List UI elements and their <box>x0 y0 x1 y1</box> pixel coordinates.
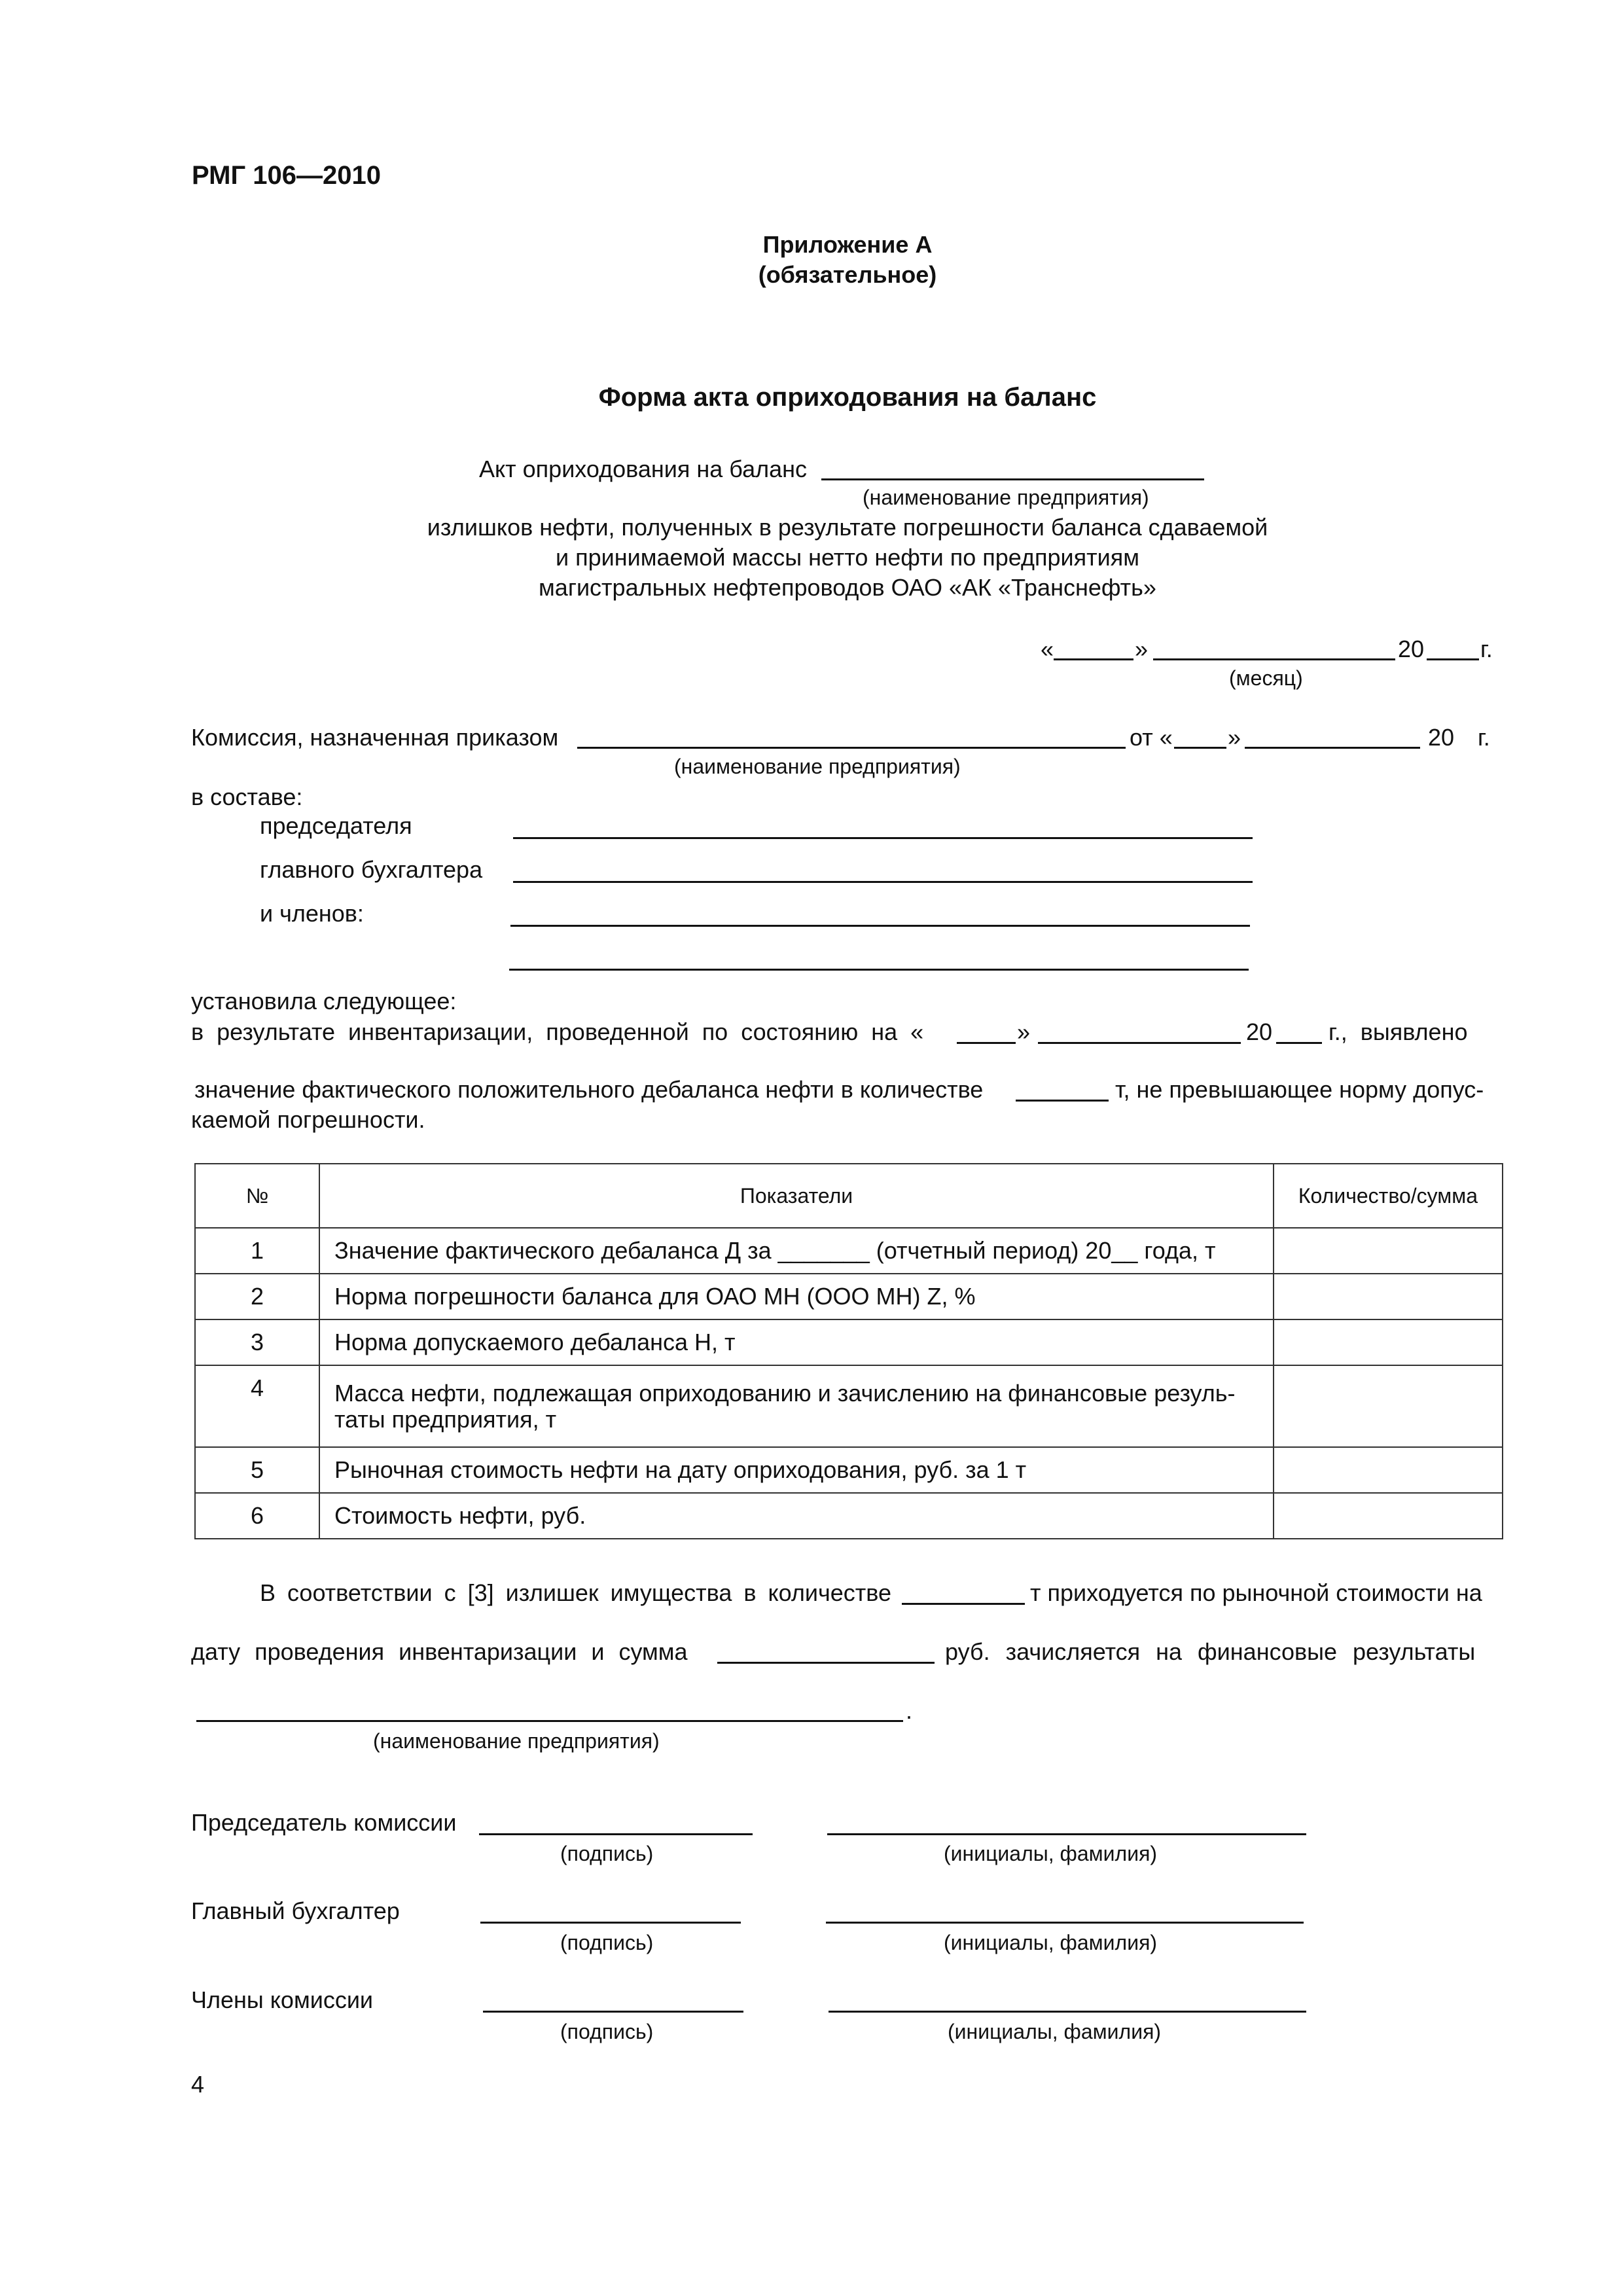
accountant-signature-field[interactable] <box>480 1922 741 1924</box>
row-quantity-cell[interactable] <box>1274 1274 1503 1319</box>
form-title: Форма акта оприходования на баланс <box>598 383 1097 412</box>
member-field-1[interactable] <box>510 925 1250 927</box>
surplus-quantity-field[interactable] <box>902 1603 1025 1605</box>
order-year-suffix: г. <box>1478 724 1490 751</box>
enterprise-name-line[interactable] <box>821 478 1204 480</box>
row-quantity-cell[interactable] <box>1274 1447 1503 1493</box>
members-signature-field[interactable] <box>483 2011 743 2013</box>
row-indicator: Норма допускаемого дебаланса Н, т <box>319 1319 1274 1365</box>
row-number: 5 <box>195 1447 319 1493</box>
act-line-3: и принимаемой массы нетто нефти по предприятиям <box>556 544 1139 571</box>
table-row <box>195 1447 1503 1493</box>
page-number: 4 <box>191 2071 205 2098</box>
row-quantity-cell[interactable] <box>1274 1228 1503 1274</box>
order-from-label: от « <box>1130 724 1173 751</box>
row-indicator: Норма погрешности баланса для ОАО МН (ООО МН) Z, % <box>319 1274 1274 1319</box>
value-text-c: каемой погрешности. <box>191 1106 425 1133</box>
inventory-day-field[interactable] <box>957 1042 1016 1044</box>
order-month-field[interactable] <box>1245 747 1420 749</box>
chairman-signature-caption: (подпись) <box>560 1842 654 1865</box>
order-year-prefix: 20 <box>1428 724 1455 751</box>
value-quantity-field[interactable] <box>1016 1100 1109 1102</box>
chairman-field[interactable] <box>513 837 1253 839</box>
table-header-row <box>195 1164 1503 1228</box>
act-title-label: Акт оприходования на баланс <box>479 456 808 482</box>
conclusion-text-2b: руб. зачисляется на финансовые результаты <box>945 1638 1476 1665</box>
result-enterprise-caption: (наименование предприятия) <box>373 1729 660 1753</box>
table-row <box>195 1319 1503 1365</box>
table-row <box>195 1365 1503 1447</box>
accountant-name-field[interactable] <box>826 1922 1304 1924</box>
order-enterprise-caption: (наименование предприятия) <box>674 755 961 778</box>
date-open-quote: « <box>1041 636 1054 662</box>
members-label: и членов: <box>260 900 364 927</box>
document-code: РМГ 106—2010 <box>192 161 381 190</box>
inventory-month-field[interactable] <box>1038 1042 1241 1044</box>
row-number: 2 <box>195 1274 319 1319</box>
inventory-year-field[interactable] <box>1276 1042 1322 1044</box>
date-month-field[interactable] <box>1153 658 1395 660</box>
act-line-2: излишков нефти, полученных в результате погрешности баланса сдаваемой <box>427 514 1268 541</box>
surplus-sum-field[interactable] <box>717 1662 935 1664</box>
chairman-name-field[interactable] <box>827 1833 1306 1835</box>
conclusion-text-1a: В соответствии с [3] излишек имущества в количестве <box>260 1579 891 1606</box>
order-close-quote: » <box>1228 724 1241 751</box>
row-indicator-line-1: Масса нефти, подлежащая оприходованию и зачислению на финансовые резуль- <box>334 1379 1236 1407</box>
row-number: 4 <box>195 1365 319 1447</box>
appendix-title: Приложение А <box>762 231 933 258</box>
table-row <box>195 1493 1503 1539</box>
members-name-caption: (инициалы, фамилия) <box>948 2020 1162 2043</box>
members-name-field[interactable] <box>829 2011 1306 2013</box>
chairman-label: председателя <box>260 812 412 839</box>
row-number: 3 <box>195 1319 319 1365</box>
row-indicator <box>319 1365 1274 1447</box>
accountant-signature-label: Главный бухгалтер <box>191 1897 400 1924</box>
value-text-b: т, не превышающее норму допус- <box>1115 1076 1484 1103</box>
row-indicator: Стоимость нефти, руб. <box>319 1493 1274 1539</box>
result-enterprise-dot: . <box>906 1697 913 1724</box>
chairman-signature-field[interactable] <box>479 1833 753 1835</box>
inventory-text-b: » <box>1017 1018 1031 1045</box>
member-field-2[interactable] <box>509 969 1249 971</box>
inventory-text-a: в результате инвентаризации, проведенной по состоянию на « <box>191 1018 924 1045</box>
date-year-prefix: 20 <box>1398 636 1425 662</box>
inventory-text-d: г., выявлено <box>1329 1018 1468 1045</box>
chairman-name-caption: (инициалы, фамилия) <box>944 1842 1158 1865</box>
chairman-signature-label: Председатель комиссии <box>191 1809 457 1836</box>
accountant-field[interactable] <box>513 881 1253 883</box>
result-enterprise-field[interactable] <box>196 1720 903 1722</box>
header-indicators: Показатели <box>319 1164 1274 1228</box>
date-day-field[interactable] <box>1054 658 1133 660</box>
table-row <box>195 1274 1503 1319</box>
row-indicator: Значение фактического дебаланса Д за _______ (отчетный период) 20__ года, т <box>319 1228 1274 1274</box>
enterprise-name-caption: (наименование предприятия) <box>863 486 1149 509</box>
row-number: 6 <box>195 1493 319 1539</box>
indicators-table <box>194 1163 1503 1539</box>
members-signature-label: Члены комиссии <box>191 1986 374 2013</box>
row-indicator-line-2: таты предприятия, т <box>334 1405 557 1433</box>
composition-label: в составе: <box>191 783 303 810</box>
accountant-name-caption: (инициалы, фамилия) <box>944 1931 1158 1954</box>
row-quantity-cell[interactable] <box>1274 1493 1503 1539</box>
accountant-signature-caption: (подпись) <box>560 1931 654 1954</box>
row-number: 1 <box>195 1228 319 1274</box>
members-signature-caption: (подпись) <box>560 2020 654 2043</box>
act-line-4: магистральных нефтепроводов ОАО «АК «Транснефть» <box>539 574 1156 601</box>
month-caption: (месяц) <box>1229 666 1303 690</box>
date-year-field[interactable] <box>1427 658 1479 660</box>
established-label: установила следующее: <box>191 988 457 1014</box>
accountant-label: главного бухгалтера <box>260 856 483 883</box>
date-year-suffix: г. <box>1480 636 1493 662</box>
table-row <box>195 1228 1503 1274</box>
date-close-quote: » <box>1135 636 1149 662</box>
order-day-field[interactable] <box>1174 747 1226 749</box>
row-indicator: Рыночная стоимость нефти на дату оприходования, руб. за 1 т <box>319 1447 1274 1493</box>
row-quantity-cell[interactable] <box>1274 1319 1503 1365</box>
header-number: № <box>195 1164 319 1228</box>
row-quantity-cell[interactable] <box>1274 1365 1503 1447</box>
header-quantity: Количество/сумма <box>1274 1164 1503 1228</box>
inventory-text-c: 20 <box>1246 1018 1273 1045</box>
conclusion-text-2a: дату проведения инвентаризации и сумма <box>191 1638 688 1665</box>
order-field[interactable] <box>577 747 1126 749</box>
conclusion-text-1b: т приходуется по рыночной стоимости на <box>1030 1579 1482 1606</box>
appendix-note: (обязательное) <box>758 261 937 288</box>
value-text-a: значение фактического положительного дебаланса нефти в количестве <box>194 1076 984 1103</box>
commission-label: Комиссия, назначенная приказом <box>191 724 559 751</box>
